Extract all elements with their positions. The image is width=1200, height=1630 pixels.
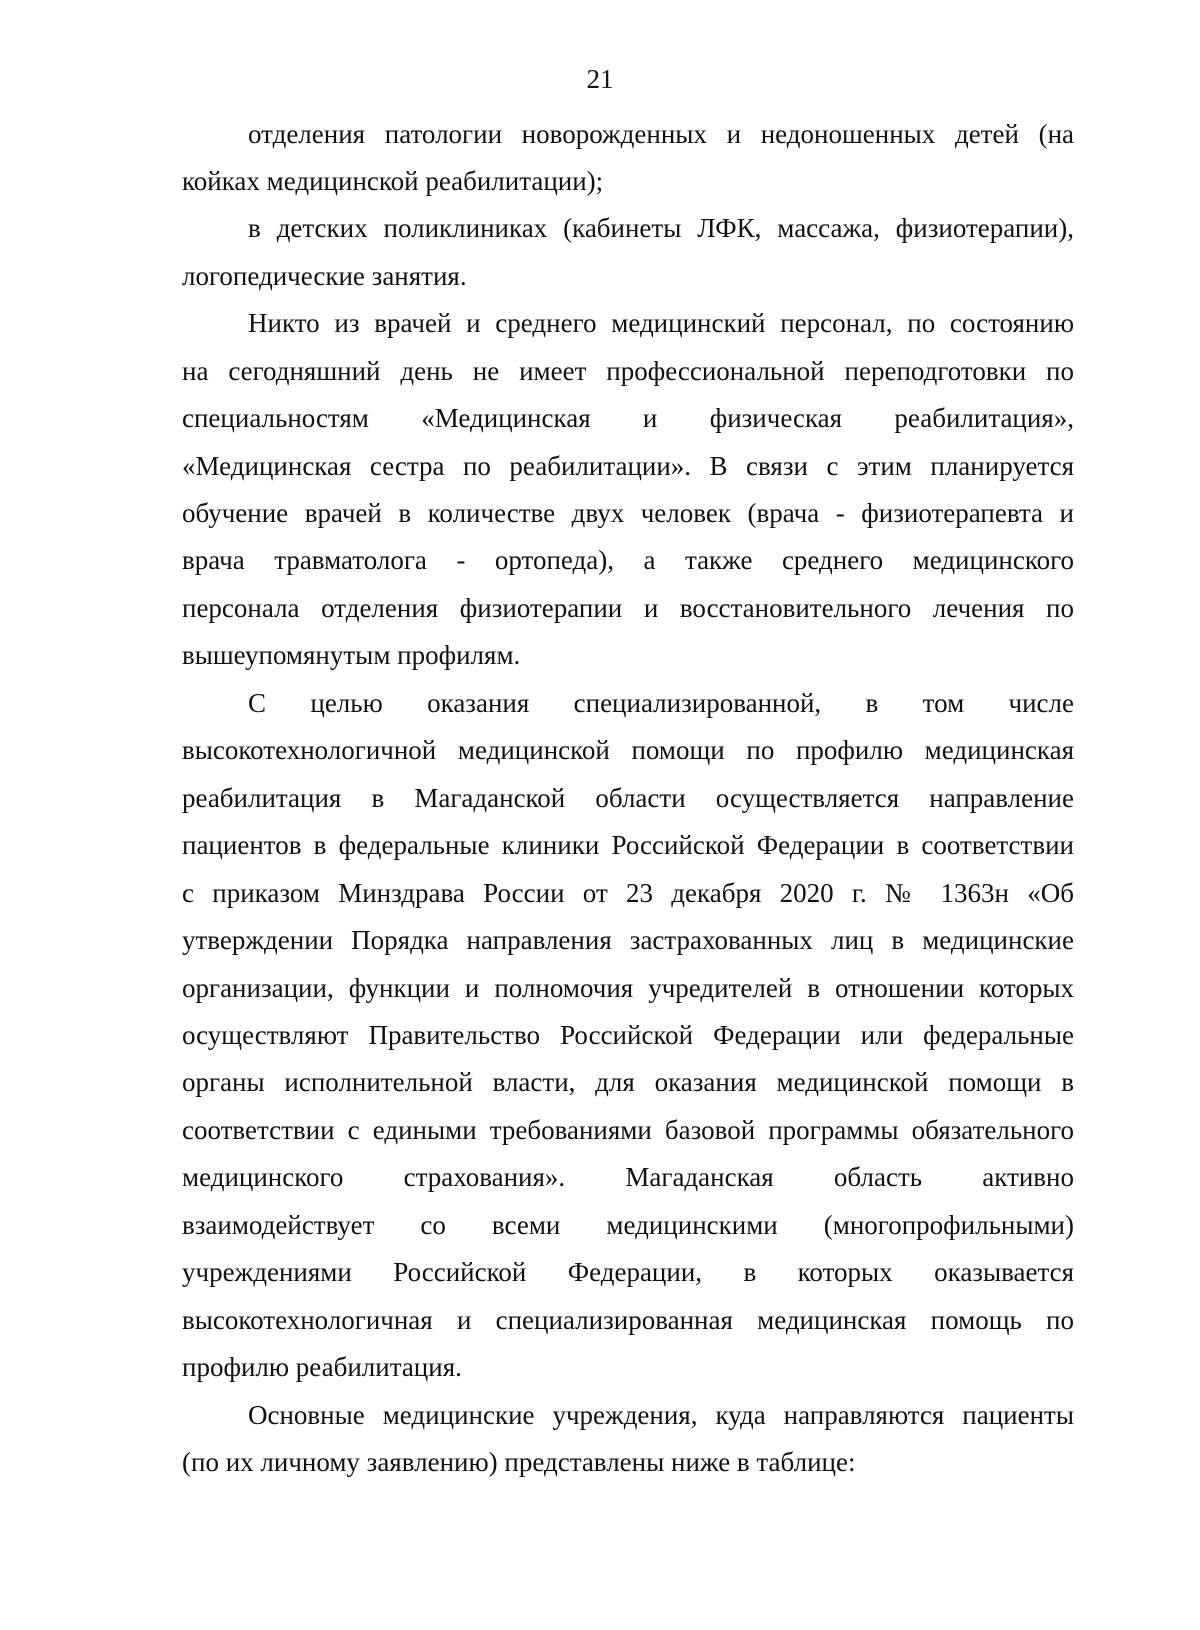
text-line: отделения патологии новорожденных и недоношенных детей (на (248, 119, 1074, 149)
text-line: койках медицинской реабилитации); (182, 166, 604, 196)
text-line: осуществляют Правительство Российской Федерации или федеральные (182, 1020, 1074, 1050)
text-line: реабилитация в Магаданской области осуществляется направление (182, 783, 1074, 813)
text-line: соответствии с едиными требованиями базовой программы обязательного (182, 1115, 1074, 1145)
text-line: высокотехнологичной медицинской помощи по профилю медицинская (182, 735, 1074, 765)
text-line: организации, функции и полномочия учредителей в отношении которых (182, 973, 1074, 1003)
text-line: утверждении Порядка направления застрахованных лиц в медицинские (182, 925, 1074, 955)
text-line: логопедические занятия. (182, 261, 467, 291)
text-line: «Медицинская сестра по реабилитации». В связи с этим планируется (182, 451, 1074, 481)
page-number: 21 (586, 64, 614, 94)
text-line: профилю реабилитация. (182, 1352, 462, 1382)
text-line: С целью оказания специализированной, в том числе (248, 688, 1074, 718)
text-line: обучение врачей в количестве двух человек (врача - физиотерапевта и (182, 498, 1074, 528)
text-line: органы исполнительной власти, для оказания медицинской помощи в (182, 1067, 1074, 1097)
text-line: в детских поликлиниках (кабинеты ЛФК, массажа, физиотерапии), (248, 213, 1074, 243)
text-line: с приказом Минздрава России от 23 декабря 2020 г. № 1363н «Об (182, 878, 1074, 908)
text-line: на сегодняшний день не имеет профессиональной переподготовки по (182, 356, 1074, 386)
text-line: учреждениями Российской Федерации, в которых оказывается (182, 1257, 1074, 1287)
text-line: высокотехнологичная и специализированная медицинская помощь по (182, 1305, 1074, 1335)
text-line: вышеупомянутым профилям. (182, 640, 521, 670)
text-line: (по их личному заявлению) представлены ниже в таблице: (182, 1447, 856, 1477)
text-line: персонала отделения физиотерапии и восстановительного лечения по (182, 593, 1074, 623)
text-line: врача травматолога - ортопеда), а также среднего медицинского (182, 545, 1074, 575)
text-line: пациентов в федеральные клиники Российской Федерации в соответствии (182, 830, 1074, 860)
text-line: взаимодействует со всеми медицинскими (многопрофильными) (182, 1210, 1074, 1240)
text-line: Основные медицинские учреждения, куда направляются пациенты (248, 1400, 1074, 1430)
text-line: специальностям «Медицинская и физическая реабилитация», (182, 403, 1074, 433)
text-line: Никто из врачей и среднего медицинский персонал, по состоянию (248, 308, 1074, 338)
text-line: медицинского страхования». Магаданская область активно (182, 1162, 1074, 1192)
